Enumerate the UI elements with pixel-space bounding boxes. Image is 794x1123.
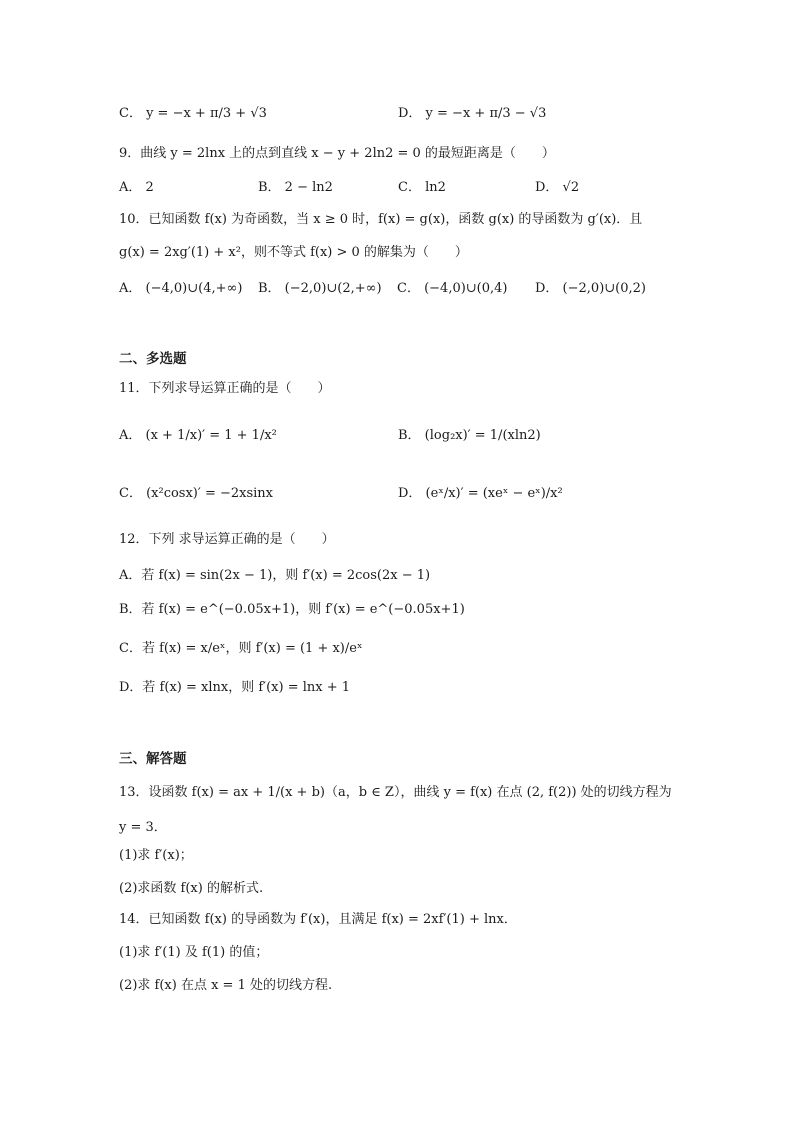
q14-stem: 14．已知函数 f(x) 的导函数为 f′(x)，且满足 f(x) = 2xf′(1) + lnx． xyxy=(119,912,517,927)
q12-stem: 12．下列 求导运算正确的是（ ） xyxy=(119,532,335,547)
q9-stem: 9．曲线 y = 2lnx 上的点到直线 x − y + 2ln2 = 0 的最短距离是（ ） xyxy=(119,146,555,161)
q10-stem-line1: 10．已知函数 f(x) 为奇函数，当 x ≥ 0 时，f(x) = g(x)，函数 g(x) 的导函数为 g′(x)．且 xyxy=(119,212,643,227)
q10-option-b: B． (−2,0)∪(2,+∞) xyxy=(258,281,382,296)
q13-stem-line1: 13．设函数 f(x) = ax + 1/(x + b)（a，b ∈ Z），曲线 y = f(x) 在点 (2, f(2)) 处的切线方程为 xyxy=(119,785,672,800)
q14-part-1: (1)求 f′(1) 及 f(1) 的值； xyxy=(119,945,269,960)
q11-stem: 11．下列求导运算正确的是（ ） xyxy=(119,381,331,396)
section-answer-title: 三、解答题 xyxy=(119,751,187,767)
q14-part-2: (2)求 f(x) 在点 x = 1 处的切线方程. xyxy=(119,978,333,993)
section-multiple-choice-title: 二、多选题 xyxy=(119,351,187,367)
q9-option-b: B． 2 − ln2 xyxy=(258,180,333,195)
q11-option-d: D． (eˣ/x)′ = (xeˣ − eˣ)/x² xyxy=(398,486,563,501)
q13-part-1: (1)求 f′(x)； xyxy=(119,848,193,863)
q13-part-2: (2)求函数 f(x) 的解析式. xyxy=(119,881,264,896)
q10-option-d: D． (−2,0)∪(0,2) xyxy=(535,281,646,296)
q9-option-d: D． √2 xyxy=(535,180,580,195)
q11-option-b: B． (log₂x)′ = 1/(xln2) xyxy=(398,428,541,443)
q12-option-a: A．若 f(x) = sin(2x − 1)，则 f′(x) = 2cos(2x − 1) xyxy=(119,568,431,583)
q12-option-d: D．若 f(x) = xlnx，则 f′(x) = lnx + 1 xyxy=(119,680,351,695)
q9-option-c: C． ln2 xyxy=(398,180,446,195)
q10-stem-line2: g(x) = 2xg′(1) + x²，则不等式 f(x) > 0 的解集为（ ） xyxy=(119,245,468,260)
q11-option-c: C． (x²cosx)′ = −2xsinx xyxy=(119,486,274,501)
q12-option-c: C．若 f(x) = x/eˣ，则 f′(x) = (1 + x)/eˣ xyxy=(119,641,363,656)
q9-option-a: A． 2 xyxy=(119,180,154,195)
q12-option-b: B．若 f(x) = e^(−0.05x+1)，则 f′(x) = e^(−0.05x+1) xyxy=(119,602,465,617)
q13-stem-line2: y = 3． xyxy=(119,820,167,835)
q10-option-c: C． (−4,0)∪(0,4) xyxy=(397,281,508,296)
q10-option-a: A． (−4,0)∪(4,+∞) xyxy=(119,281,243,296)
q8-option-c: C． y = −x + π/3 + √3 xyxy=(119,106,267,121)
q11-option-a: A． (x + 1/x)′ = 1 + 1/x² xyxy=(119,428,277,443)
q8-option-d: D． y = −x + π/3 − √3 xyxy=(398,106,547,121)
